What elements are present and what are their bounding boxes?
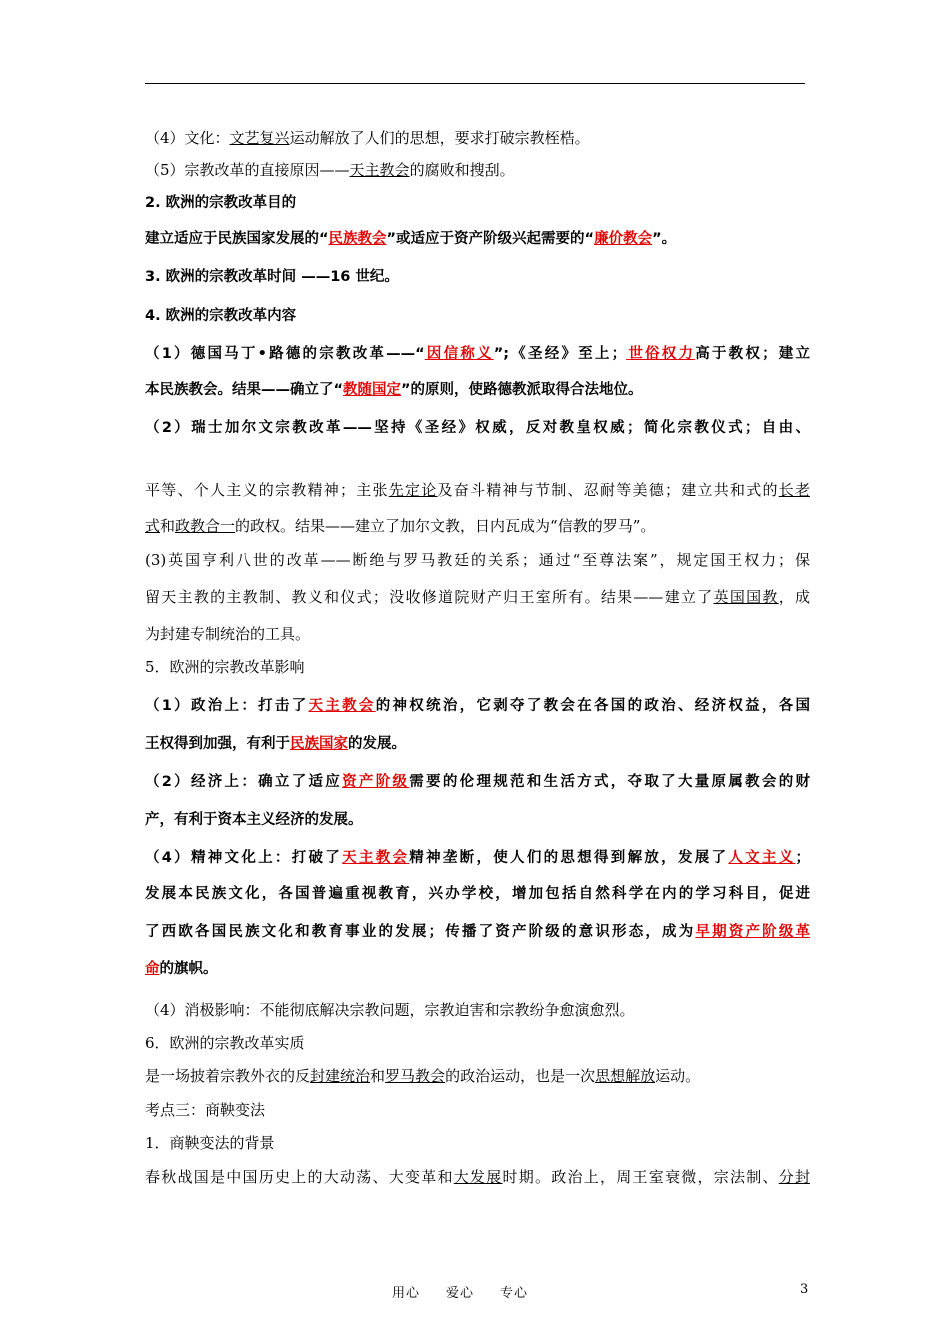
key-term: 资产阶级 <box>342 774 410 790</box>
text-segment: ”;《圣经》至上； <box>493 346 627 362</box>
underlined-term: 先定论 <box>388 481 438 499</box>
underlined-term: 长老 <box>778 481 810 499</box>
text-segment: 和 <box>370 1067 386 1085</box>
underlined-term: 政教合一 <box>175 517 236 535</box>
text-segment: 的旗帜。 <box>159 961 218 977</box>
text-line <box>145 1066 700 1086</box>
text-segment: （1）政治上：打击了 <box>145 698 309 714</box>
text-segment: 和 <box>160 517 176 535</box>
text-segment: 4. 欧洲的宗教改革内容 <box>145 308 297 324</box>
text-line <box>145 1133 275 1153</box>
text-line <box>145 848 810 868</box>
text-segment: 2. 欧洲的宗教改革目的 <box>145 195 297 211</box>
text-segment: 本民族教会。结果——确立了“ <box>145 382 344 398</box>
text-segment: 是一场披着宗教外衣的反 <box>145 1067 311 1085</box>
text-line <box>145 657 305 677</box>
underlined-term: 分封 <box>778 1168 810 1186</box>
text-segment: （2）经济上：确立了适应 <box>145 774 343 790</box>
text-segment: (3)英国亨利八世的改革——断绝与罗马教廷的关系；通过“至尊法案”，规定国王权力；保 <box>145 551 810 569</box>
text-line <box>145 884 810 904</box>
text-segment: ，成 <box>778 588 810 606</box>
text-segment: 3. 欧洲的宗教改革时间 ——16 世纪。 <box>145 269 399 285</box>
text-line <box>145 380 643 400</box>
text-line <box>145 959 218 979</box>
text-segment: 产，有利于资本主义经济的发展。 <box>145 812 363 828</box>
underlined-term: 罗马教会 <box>385 1067 446 1085</box>
text-line <box>145 160 515 180</box>
text-line <box>145 922 810 942</box>
key-term: 天主教会 <box>342 850 410 866</box>
text-segment: （5）宗教改革的直接原因—— <box>145 161 350 179</box>
text-line <box>145 128 590 148</box>
text-segment: 为封建专制统治的工具。 <box>145 625 311 643</box>
text-segment: 的腐败和搜刮。 <box>409 161 515 179</box>
page-number: 3 <box>800 1282 809 1297</box>
text-segment: 留天主教的主教制、教义和仪式；没收修道院财产归王室所有。结果——建立了 <box>145 588 714 606</box>
text-line <box>145 550 810 570</box>
underlined-term: 文艺复兴 <box>229 129 290 147</box>
text-segment: 6．欧洲的宗教改革实质 <box>145 1034 305 1052</box>
text-line <box>145 229 676 249</box>
underlined-term: 英国国教 <box>713 588 779 606</box>
text-segment: 春秋战国是中国历史上的大动荡、大变革和 <box>145 1168 454 1186</box>
text-segment: 平等、个人主义的宗教精神；主张 <box>145 481 389 499</box>
text-line <box>145 624 310 644</box>
key-term: 世俗权力 <box>626 346 696 362</box>
text-segment: 5．欧洲的宗教改革影响 <box>145 658 305 676</box>
key-term: 民族国家 <box>290 736 348 752</box>
text-line <box>145 480 810 500</box>
text-segment: （4）消极影响：不能彻底解决宗教问题，宗教迫害和宗教纷争愈演愈烈。 <box>145 1001 635 1019</box>
text-segment: 及奋斗精神与节制、忍耐等美德；建立共和式的 <box>437 481 779 499</box>
underlined-term: 封建统治 <box>310 1067 371 1085</box>
text-line <box>145 734 406 754</box>
footer-motto-word: 专心 <box>500 1286 529 1301</box>
footer-motto <box>392 1282 554 1301</box>
text-segment: 的政权。结果——建立了加尔文教，日内瓦成为“信教的罗马”。 <box>235 517 656 535</box>
text-line <box>145 1033 305 1053</box>
key-term: 早期资产阶级革 <box>695 924 810 940</box>
text-line <box>145 344 810 364</box>
footer-motto-word: 爱心 <box>446 1286 475 1301</box>
text-segment: 的神权统治，它剥夺了教会在各国的政治、经济权益，各国 <box>375 698 810 714</box>
underlined-term: 天主教会 <box>349 161 410 179</box>
text-line <box>145 516 655 536</box>
key-term: 民族教会 <box>328 231 387 247</box>
text-line <box>145 267 399 287</box>
text-segment: （2）瑞士加尔文宗教改革——坚持《圣经》权威，反对教皇权威；简化宗教仪式；自由、 <box>145 420 810 436</box>
text-segment: ； <box>795 850 811 866</box>
key-term: 命 <box>145 961 160 977</box>
text-line <box>145 418 810 438</box>
text-line <box>145 306 296 326</box>
text-line <box>145 810 363 830</box>
key-term: 人文主义 <box>728 850 796 866</box>
text-segment: 高于教权；建立 <box>695 346 811 362</box>
text-segment: ”或适应于资产阶级兴起需要的“ <box>386 231 595 247</box>
text-segment: ”的原则，使路德教派取得合法地位。 <box>401 382 643 398</box>
text-segment: （1）德国马丁•路德的宗教改革——“ <box>145 346 425 362</box>
footer-motto-word: 用心 <box>392 1286 421 1301</box>
text-segment: 了西欧各国民族文化和教育事业的发展；传播了资产阶级的意识形态，成为 <box>145 924 696 940</box>
text-line <box>145 772 810 792</box>
text-segment: 1．商鞅变法的背景 <box>145 1134 275 1152</box>
text-segment: 的发展。 <box>348 736 406 752</box>
header-rule <box>145 83 805 84</box>
text-segment: 需要的伦理规范和生活方式，夺取了大量原属教会的财 <box>409 774 811 790</box>
text-segment: 时期。政治上，周王室衰微，宗法制、 <box>502 1168 779 1186</box>
text-segment: 运动解放了人们的思想，要求打破宗教桎梏。 <box>289 129 590 147</box>
key-term: 因信称义 <box>424 346 494 362</box>
text-segment: （4）精神文化上：打破了 <box>145 850 343 866</box>
text-segment: 王权得到加强，有利于 <box>145 736 290 752</box>
text-line <box>145 1000 635 1020</box>
text-segment: （4）文化： <box>145 129 230 147</box>
key-term: 廉价教会 <box>594 231 653 247</box>
text-line <box>145 1167 810 1187</box>
text-segment: 精神垄断，使人们的思想得到解放，发展了 <box>409 850 729 866</box>
text-segment: 建立适应于民族国家发展的“ <box>145 231 329 247</box>
underlined-term: 大发展 <box>453 1168 503 1186</box>
text-segment: 运动。 <box>655 1067 701 1085</box>
text-line <box>145 1100 265 1120</box>
text-segment: 发展本民族文化，各国普遍重视教育，兴办学校，增加包括自然科学在内的学习科目，促进 <box>145 886 810 902</box>
text-segment: ”。 <box>652 231 677 247</box>
underlined-term: 思想解放 <box>595 1067 656 1085</box>
text-segment: 考点三：商鞅变法 <box>145 1101 266 1119</box>
key-term: 天主教会 <box>308 698 376 714</box>
underlined-term: 式 <box>145 517 161 535</box>
text-segment: 的政治运动，也是一次 <box>445 1067 596 1085</box>
key-term: 教随国定 <box>343 382 402 398</box>
text-line <box>145 587 810 607</box>
text-line <box>145 193 296 213</box>
text-line <box>145 696 810 716</box>
